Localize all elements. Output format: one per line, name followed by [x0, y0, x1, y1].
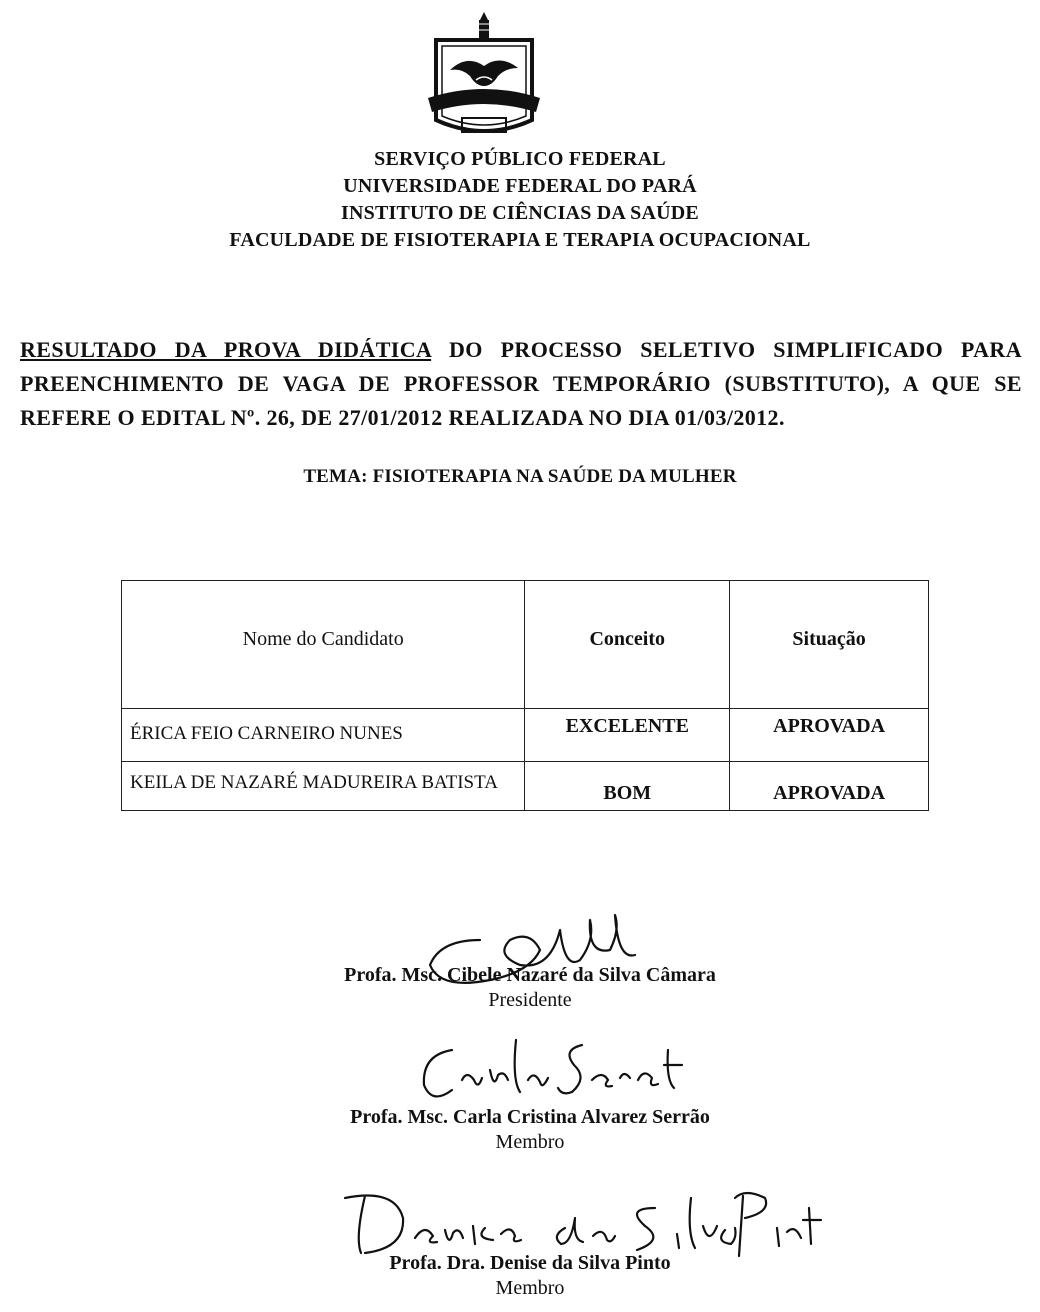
- result-intro-paragraph: [20, 333, 1022, 435]
- signature-block-1: [240, 962, 820, 1012]
- candidate-conceito: EXCELENTE: [525, 709, 730, 762]
- header-line-3: INSTITUTO DE CIÊNCIAS DA SAÚDE: [341, 202, 699, 224]
- column-header-nome: Nome do Candidato: [122, 581, 525, 709]
- handwritten-signature-2: [412, 1030, 692, 1110]
- signatory-role-1: Presidente: [488, 989, 572, 1011]
- candidate-conceito: BOM: [525, 762, 730, 811]
- table-row: [122, 709, 929, 762]
- document-header: [150, 146, 890, 254]
- signatory-role-2: Membro: [495, 1131, 565, 1153]
- result-title-underlined: RESULTADO DA PROVA DIDÁTICA: [20, 337, 432, 362]
- table-header-row: [122, 581, 929, 709]
- results-table: [121, 580, 929, 811]
- column-header-conceito: Conceito: [525, 581, 730, 709]
- result-intro-text: DO PROCESSO SELETIVO SIMPLIFICADO PARA PREENCHIMENTO DE VAGA DE PROFESSOR TEMPORÁRIO (SUBSTITUTO), A QUE SE REFERE O EDITAL Nº. 26, DE 27/01/2012 REALIZADA NO DIA 01/03/2012.: [20, 337, 1022, 430]
- tema-line: TEMA: FISIOTERAPIA NA SAÚDE DA MULHER: [303, 466, 737, 487]
- signatory-name-1: Profa. Msc. Cibele Nazaré da Silva Câmara: [344, 964, 716, 986]
- university-seal-icon: [422, 10, 546, 142]
- header-line-2: UNIVERSIDADE FEDERAL DO PARÁ: [343, 175, 697, 197]
- signatory-role-3: Membro: [495, 1277, 565, 1299]
- header-line-4: FACULDADE DE FISIOTERAPIA E TERAPIA OCUPACIONAL: [229, 229, 811, 251]
- signature-block-3: [240, 1250, 820, 1300]
- column-header-situacao: Situação: [730, 581, 929, 709]
- header-line-1: SERVIÇO PÚBLICO FEDERAL: [374, 148, 666, 170]
- candidate-name: KEILA DE NAZARÉ MADUREIRA BATISTA: [122, 762, 525, 811]
- signature-block-2: [240, 1104, 820, 1154]
- candidate-situacao: APROVADA: [730, 762, 929, 811]
- table-row: [122, 762, 929, 811]
- signatory-name-2: Profa. Msc. Carla Cristina Alvarez Serrão: [350, 1106, 710, 1128]
- candidate-name: ÉRICA FEIO CARNEIRO NUNES: [122, 709, 525, 762]
- candidate-situacao: APROVADA: [730, 709, 929, 762]
- signatory-name-3: Profa. Dra. Denise da Silva Pinto: [389, 1252, 671, 1274]
